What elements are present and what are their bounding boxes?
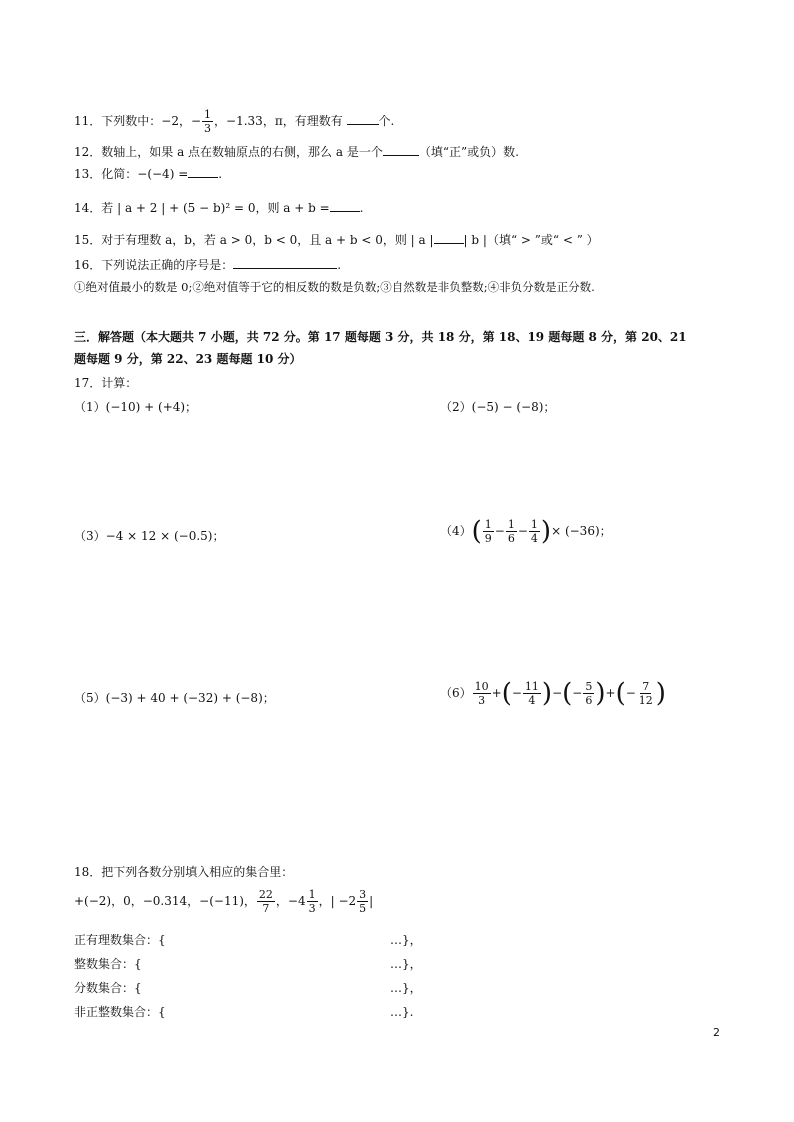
question-16-options: ①绝对值最小的数是 0;②绝对值等于它的相反数的数是负数;③自然数是非负整数;④非负分数是正分数.: [74, 280, 595, 294]
answer-blank[interactable]: [434, 231, 464, 244]
q17-part-2: （2）(−5) − (−8)；: [440, 400, 556, 414]
fraction: $\frac{5}{6}$: [585, 680, 593, 707]
question-15: 15．对于有理数 a，b，若 a > 0，b < 0，且 a + b < 0，则 | a | | b |（填“ > ”或“ < ” ）: [74, 233, 599, 247]
fraction: $\frac{1}{3}$: [204, 108, 212, 135]
q17-part-6: （6） $\frac{10}{3}$ +(− $\frac{11}{4}$ )−(− $\frac{5}{6}$ )+(− $\frac{7}{12}$ ): [440, 678, 666, 709]
question-14: 14．若 | a + 2 | + (5 − b)² = 0，则 a + b = .: [74, 201, 364, 215]
fraction: $\frac{7}{12}$: [638, 680, 653, 707]
answer-blank[interactable]: [188, 165, 218, 178]
question-11: 11．下列数中：−2，− $\frac{1}{3}$ ，−1.33，π，有理数有 个.: [74, 108, 395, 135]
set-integer: 整数集合：{ …}，: [74, 957, 422, 971]
fraction: $\frac{1}{9}$: [484, 518, 492, 545]
q17-part-5: （5）(−3) + 40 + (−32) + (−8)；: [74, 691, 275, 705]
fraction: $\frac{1}{6}$: [507, 518, 515, 545]
set-non-positive-integer: 非正整数集合：{ …}.: [74, 1005, 414, 1019]
q17-part-3: （3）−4 × 12 × (−0.5)；: [74, 529, 225, 543]
section-3-heading-line2: 题每题 9 分，第 22、23 题每题 10 分）: [74, 352, 302, 366]
answer-blank[interactable]: [347, 112, 379, 125]
answer-blank[interactable]: [330, 199, 360, 212]
section-3-heading-line1: 三．解答题（本大题共 7 小题，共 72 分。第 17 题每题 3 分，共 18 分，第 18、19 题每题 8 分，第 20、21: [74, 330, 687, 344]
question-18-numbers: +(−2)，0，−0.314，−(−11)， $\frac{22}{7}$ ，−4 $\frac{1}{3}$ ，| −2 $\frac{3}{5}$ |: [74, 888, 374, 915]
fraction: $\frac{22}{7}$: [258, 888, 273, 915]
fraction: $\frac{1}{3}$: [308, 888, 316, 915]
question-18-title: 18．把下列各数分别填入相应的集合里：: [74, 865, 294, 879]
question-17-title: 17．计算：: [74, 376, 138, 390]
fraction: $\frac{1}{4}$: [530, 518, 538, 545]
fraction: $\frac{11}{4}$: [524, 680, 539, 707]
question-13: 13．化简：−(−4) = .: [74, 167, 223, 181]
answer-blank[interactable]: [233, 256, 337, 269]
q17-part-4: （4）( $\frac{1}{9}$ − $\frac{1}{6}$ − $\frac{1}{4}$ )× (−36)；: [440, 516, 612, 547]
page-number: 2: [713, 1026, 720, 1039]
set-positive-rational: 正有理数集合：{ …}，: [74, 933, 422, 947]
answer-blank[interactable]: [383, 143, 419, 156]
q17-part-1: （1）(−10) + (+4)；: [74, 400, 198, 414]
question-16: 16．下列说法正确的序号是： .: [74, 258, 342, 272]
fraction: $\frac{3}{5}$: [359, 888, 367, 915]
fraction: $\frac{10}{3}$: [474, 680, 489, 707]
set-fraction: 分数集合：{ …}，: [74, 981, 422, 995]
question-12: 12．数轴上，如果 a 点在数轴原点的右侧，那么 a 是一个 （填“正”或负）数.: [74, 145, 519, 159]
